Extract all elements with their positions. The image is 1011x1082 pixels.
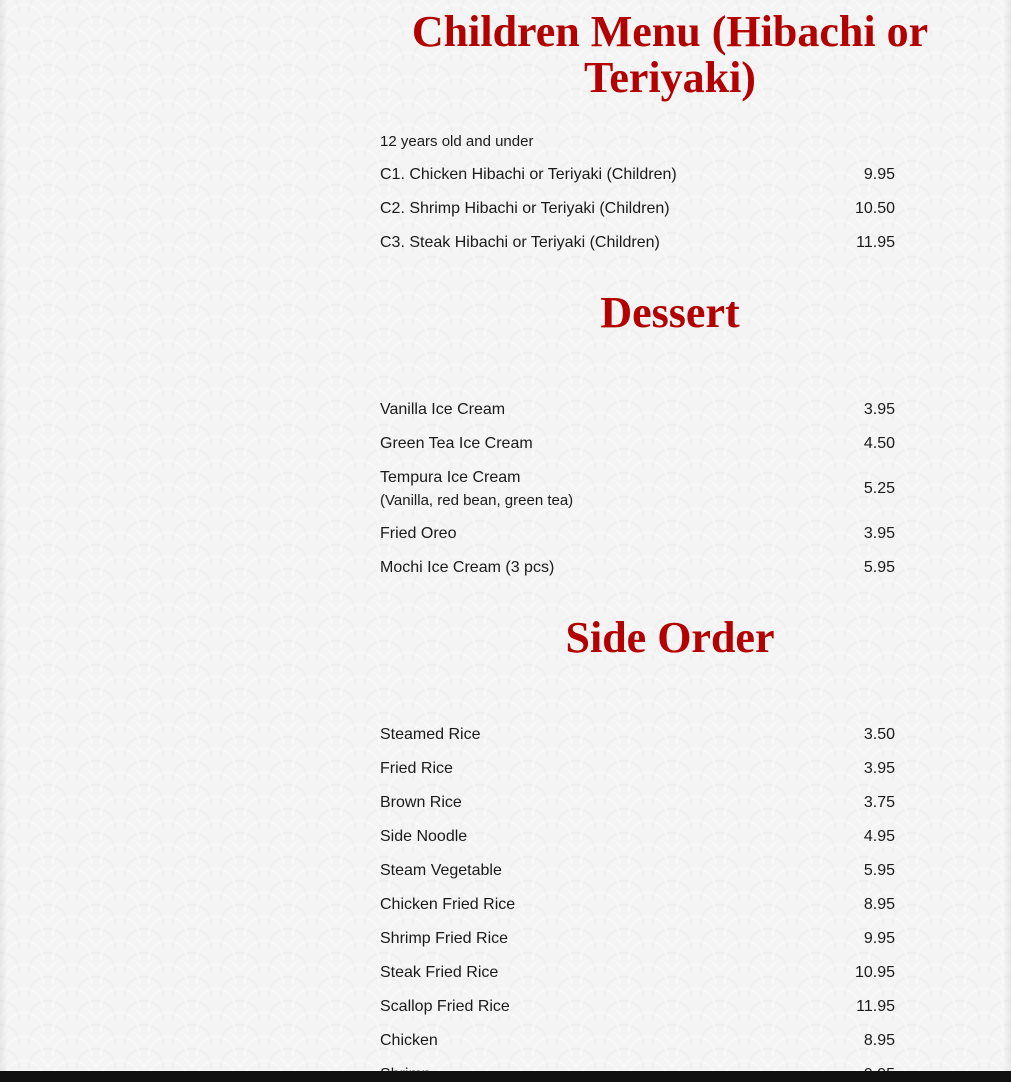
dessert-title: Dessert — [600, 288, 740, 337]
item-price: 4.95 — [863, 828, 895, 845]
item-name: Vanilla Ice Cream — [380, 401, 506, 418]
item-price: 9.95 — [863, 166, 895, 183]
item-price: 3.95 — [863, 760, 895, 777]
side-order-title: Side Order — [565, 613, 775, 662]
item-price: 8.95 — [863, 1032, 895, 1049]
item-name: C3. Steak Hibachi or Teriyaki (Children) — [380, 234, 660, 251]
item-name: Steak Fried Rice — [380, 964, 499, 981]
item-name: Green Tea Ice Cream — [380, 435, 533, 452]
bottom-scroll-bar — [0, 1071, 1011, 1082]
item-price: 8.95 — [863, 896, 895, 913]
item-price: 11.95 — [856, 234, 895, 251]
item-price: 4.50 — [863, 435, 895, 452]
page-edge-left — [0, 0, 8, 1082]
item-price: 9.95 — [863, 930, 895, 947]
item-name: Mochi Ice Cream (3 pcs) — [380, 559, 555, 576]
item-price: 5.25 — [863, 480, 895, 497]
item-name: Steam Vegetable — [380, 862, 502, 879]
children-menu-title: Children Menu (Hibachi or Teriyaki) — [411, 7, 929, 102]
item-name: Tempura Ice Cream — [380, 469, 521, 486]
menu-item-tempura-ice-cream — [380, 469, 895, 511]
item-name: Fried Oreo — [380, 525, 457, 542]
item-price: 3.95 — [863, 525, 895, 542]
item-price: 3.75 — [863, 794, 895, 811]
page-edge-right — [1003, 0, 1011, 1082]
item-name: Side Noodle — [380, 828, 468, 845]
item-price: 5.95 — [863, 559, 895, 576]
item-price: 3.95 — [863, 401, 895, 418]
item-price: 3.50 — [863, 726, 895, 743]
item-price: 5.95 — [863, 862, 895, 879]
item-price: 10.50 — [854, 200, 895, 217]
item-name: Shrimp Fried Rice — [380, 930, 509, 947]
item-name: Scallop Fried Rice — [380, 998, 510, 1015]
item-name: Chicken — [380, 1032, 438, 1049]
item-price: 11.95 — [856, 998, 895, 1015]
children-age-note: 12 years old and under — [380, 133, 534, 150]
item-name: Brown Rice — [380, 794, 462, 811]
item-note: (Vanilla, red bean, green tea) — [380, 492, 574, 509]
item-name: Chicken Fried Rice — [380, 896, 516, 913]
item-price: 10.95 — [854, 964, 895, 981]
item-name: Fried Rice — [380, 760, 453, 777]
item-name: Steamed Rice — [380, 726, 481, 743]
item-name: C1. Chicken Hibachi or Teriyaki (Children) — [380, 166, 677, 183]
item-name: C2. Shrimp Hibachi or Teriyaki (Children) — [380, 200, 670, 217]
